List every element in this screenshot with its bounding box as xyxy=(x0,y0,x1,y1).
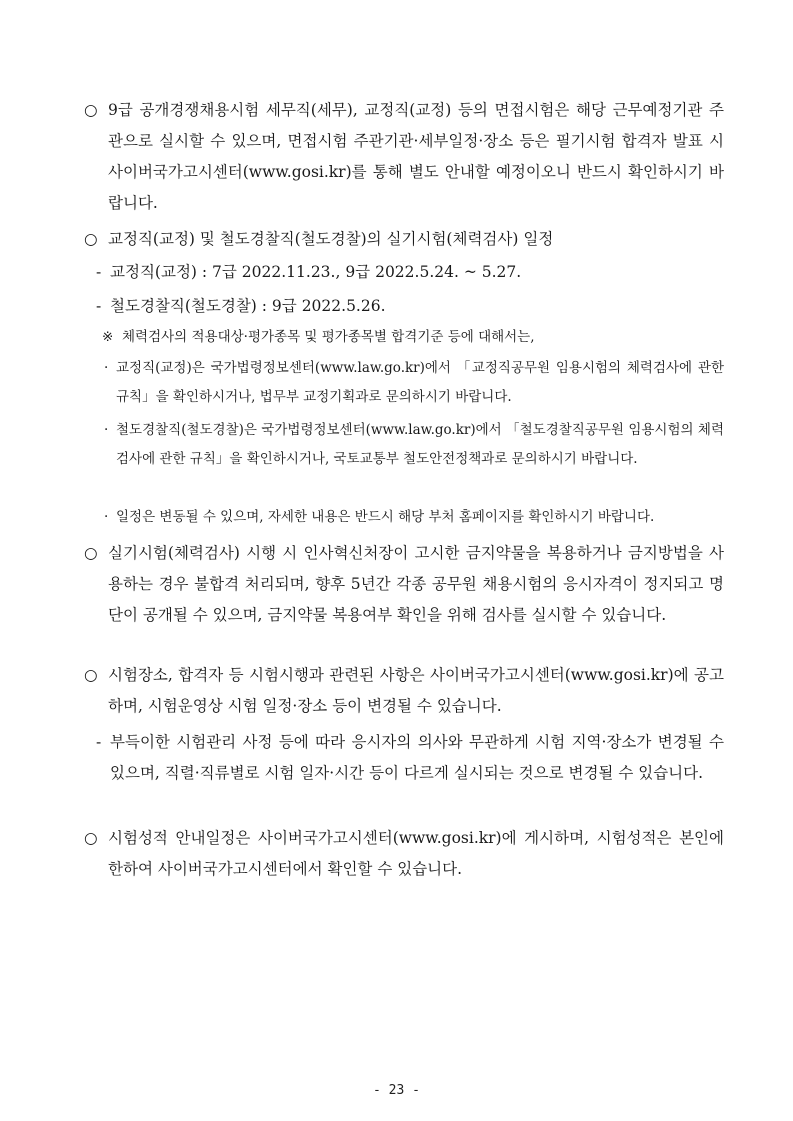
circle-bullet-icon: ○ xyxy=(84,829,98,847)
list-item-venue-change xyxy=(96,727,724,789)
middle-dot-bullet: · xyxy=(104,422,109,438)
paragraph-text: 실기시험(체력검사) 시행 시 인사혁신처장이 고시한 금지약물을 복용하거나 금지방법을 사용하는 경우 불합격 처리되며, 향후 5년간 각종 공무원 채용시험의 응시자격이 정지되고 명단이 공개될 수 있으며, 금지약물 복용여부 확인을 위해 검사를 실시할 수 있습니다. xyxy=(108,544,724,624)
sub-item-text: 철도경찰직(철도경찰)은 국가법령정보센터(www.law.go.kr)에서 「철도경찰직공무원 임용시험의 체력검사에 관한 규칙」을 확인하시거나, 국토교통부 철도안전정책과로 문의하시기 바랍니다. xyxy=(116,422,724,467)
paragraph-text: 교정직(교정) 및 철도경찰직(철도경찰)의 실기시험(체력검사) 일정 xyxy=(108,230,554,248)
circle-bullet-icon: ○ xyxy=(84,230,98,248)
note-physical-test-criteria xyxy=(102,323,724,352)
paragraph-interview-notice xyxy=(84,95,724,219)
sub-item-correction-rules xyxy=(102,354,724,412)
sub-item-schedule-change xyxy=(102,503,724,532)
list-item-railway-police-schedule xyxy=(96,291,724,322)
sub-item-railway-rules xyxy=(102,416,724,474)
middle-dot-bullet: · xyxy=(104,509,109,525)
page-number: - 23 - xyxy=(373,1083,420,1098)
paragraph-exam-venue-notice xyxy=(84,660,724,722)
circle-bullet-icon: ○ xyxy=(84,544,98,562)
sub-item-text: 교정직(교정)은 국가법령정보센터(www.law.go.kr)에서 「교정직공무원 임용시험의 체력검사에 관한 규칙」을 확인하시거나, 법무부 교정기획과로 문의하시기 바랍니다. xyxy=(116,360,724,405)
dash-bullet: - xyxy=(96,263,102,281)
circle-bullet-icon: ○ xyxy=(84,666,98,684)
list-item-text: 철도경찰직(철도경찰) : 9급 2022.5.26. xyxy=(110,297,386,315)
middle-dot-bullet: · xyxy=(104,360,109,376)
sub-item-text: 일정은 변동될 수 있으며, 자세한 내용은 반드시 해당 부처 홈페이지를 확인하시기 바랍니다. xyxy=(116,509,655,525)
list-item-text: 부득이한 시험관리 사정 등에 따라 응시자의 의사와 무관하게 시험 지역·장소가 변경될 수 있으며, 직렬·직류별로 시험 일자·시간 등이 다르게 실시되는 것으로 변경될 수 있습니다. xyxy=(110,733,724,782)
dash-bullet: - xyxy=(96,733,102,751)
dash-bullet: - xyxy=(96,297,102,315)
list-item-text: 교정직(교정) : 7급 2022.11.23., 9급 2022.5.24. ~ 5.27. xyxy=(110,263,522,281)
circle-bullet-icon: ○ xyxy=(84,101,98,119)
paragraph-score-notice xyxy=(84,823,724,885)
paragraph-practical-exam-heading xyxy=(84,224,724,255)
list-item-correction-schedule xyxy=(96,257,724,288)
paragraph-text: 시험성적 안내일정은 사이버국가고시센터(www.gosi.kr)에 게시하며, 시험성적은 본인에 한하여 사이버국가고시센터에서 확인할 수 있습니다. xyxy=(108,829,724,878)
paragraph-text: 시험장소, 합격자 등 시험시행과 관련된 사항은 사이버국가고시센터(www.gosi.kr)에 공고하며, 시험운영상 시험 일정·장소 등이 변경될 수 있습니다. xyxy=(108,666,724,715)
reference-mark-icon: ※ xyxy=(102,329,114,345)
paragraph-text: 9급 공개경쟁채용시험 세무직(세무), 교정직(교정) 등의 면접시험은 해당 근무예정기관 주관으로 실시할 수 있으며, 면접시험 주관기관·세부일정·장소 등은 필기시험 합격자 발표 시 사이버국가고시센터(www.gosi.kr)를 통해 별도 안내할 예정이오니 반드시 확인하시기 바랍니다. xyxy=(108,101,724,212)
note-text: 체력검사의 적용대상·평가종목 및 평가종목별 합격기준 등에 대해서는, xyxy=(122,329,535,345)
paragraph-banned-substances xyxy=(84,538,724,631)
